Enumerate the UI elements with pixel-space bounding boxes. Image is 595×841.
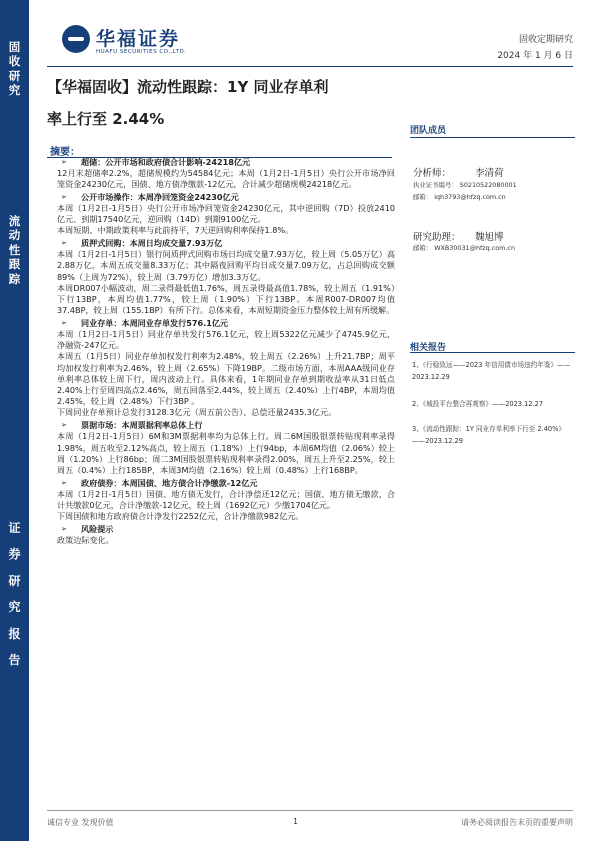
related-report-item[interactable]: 3、《流动性跟踪：1Y 同业存单利率下行至 2.40%》——2023.12.29 — [412, 425, 565, 445]
abstract-label: 摘要： — [50, 147, 80, 158]
related-divider — [410, 352, 575, 353]
arrow-bullet-icon: ➢ — [61, 192, 67, 201]
band-char: 踪 — [8, 271, 21, 286]
band-char: 证 — [8, 521, 21, 535]
analyst-row — [413, 165, 504, 179]
report-date: 2024 年 1 月 6 日 — [497, 51, 573, 61]
section-title-text: 票据市场：本周票据利率总体上行 — [81, 420, 203, 431]
section-title — [57, 420, 395, 431]
section-title-text: 超储：公开市场和政府债合计影响-24218亿元 — [81, 156, 251, 167]
section-title-text: 政府债券：本周国债、地方债合计净缴款-12亿元 — [81, 477, 258, 488]
report-type: 固收定期研究 — [518, 35, 573, 45]
section-title — [57, 192, 395, 203]
report-title-line-2: 率上行至 2.44% — [47, 110, 165, 128]
section-title — [57, 478, 395, 489]
analyst-name: 李清荷 — [475, 168, 504, 179]
section-title-text: 风险提示 — [81, 524, 114, 534]
section-title-text: 公开市场操作：本周净回笼资金24230亿元 — [81, 191, 239, 202]
band-label-bottom — [0, 515, 29, 673]
section-title-text: 同业存单：本周同业存单发行576.1亿元 — [81, 317, 229, 328]
logo-name-cn: 华福证券 — [96, 28, 181, 50]
assistant-row — [413, 229, 504, 243]
company-logo — [62, 22, 222, 58]
band-char: 究 — [8, 83, 21, 98]
header-divider — [47, 66, 573, 67]
report-title-line-1: 【华福固收】流动性跟踪：1Y 同业存单利 — [47, 78, 329, 96]
section-title — [57, 524, 395, 535]
section-title — [57, 238, 395, 249]
section-paragraph: 本周（1月2日-1月5日）央行公开市场净回笼资金24230亿元，其中逆回购（7D）投放2410亿元、到期17540亿元，逆回购（14D）到期9100亿元。 — [57, 202, 395, 225]
section-paragraph: 下周国债和地方政府债合计净发行2252亿元，合计净缴款982亿元。 — [57, 511, 304, 522]
band-char: 性 — [8, 242, 21, 257]
logo-mark-icon — [62, 25, 90, 53]
assistant-email: 邮箱： WXB30031@hfzq.com.cn — [413, 244, 515, 252]
section-paragraph: 本周五（1月5日）同业存单加权发行利率为2.48%，较上周五（2.26%）上升21.7BP；周平均加权发行利率为2.46%，较上周（2.65%）下降19BP。二级市场方面，本周AAA级同业存单利率总体较上周下行，周内波动上行。具体来看，1年期同业存单到期收益率从31日低点2.40%上行至周四高点2.46%，周五回落至2.44%，较上周五（2.40%）上行4BP，本周均值2.45%，较上周（2.48%）下行3BP 。 — [57, 351, 395, 407]
band-char: 告 — [8, 652, 21, 667]
footer-disclaimer: 请务必阅读报告末页的重要声明 — [461, 818, 573, 827]
arrow-bullet-icon: ➢ — [61, 421, 67, 430]
section-title — [57, 157, 395, 168]
related-report-item[interactable]: 1、《行稳致远——2023 年信用债市场违约年鉴》——2023.12.29 — [412, 361, 571, 381]
analyst-email: 邮箱： lqh3793@hfzq.com.cn — [413, 193, 506, 201]
abstract-body — [57, 155, 395, 546]
section-paragraph: 本周（1月2日-1月5日）国债、地方债无发行，合计净偿还12亿元；国债、地方债无缴款，合计共缴款0亿元，合计净缴款-12亿元，较上周（1692亿元）少缴1704亿元。 — [57, 488, 395, 511]
section-paragraph: 本周（1月2日-1月5日）银行间质押式回购市场日均成交量7.93万亿，较上周（5.05万亿）高2.88万亿，本周五成交量8.33万亿；其中隔夜回购平均日成交量7.09万亿，占总回购成交额89%（上周为72%），较上周（3.79万亿）增加3.3万亿。 — [57, 249, 395, 282]
analyst-label: 分析师： — [413, 168, 452, 179]
team-title: 团队成员 — [410, 126, 447, 136]
related-report-item[interactable]: 2、《城投平台整合再观察》——2023.12.27 — [412, 400, 543, 408]
section-paragraph: 本周短期、中期政策利率与此前持平，7天逆回购利率保持1.8%。 — [57, 225, 294, 236]
arrow-bullet-icon: ➢ — [61, 318, 67, 327]
team-divider — [410, 137, 575, 138]
left-color-band — [0, 0, 29, 841]
analyst-cert: 执业证书编号： S0210522080001 — [413, 181, 517, 189]
arrow-bullet-icon: ➢ — [61, 238, 67, 247]
band-char: 研 — [8, 68, 21, 83]
band-label-mid — [0, 214, 29, 286]
footer-slogan: 诚信专业 发现价值 — [47, 818, 114, 827]
band-char: 券 — [8, 547, 21, 562]
band-char: 流 — [8, 214, 21, 228]
band-char: 固 — [8, 40, 21, 54]
footer-divider — [47, 810, 573, 811]
page-number: 1 — [293, 817, 299, 826]
related-reports-title: 相关报告 — [410, 343, 447, 353]
arrow-bullet-icon: ➢ — [61, 157, 67, 166]
assistant-label: 研究助理： — [413, 232, 461, 243]
section-paragraph: 12月末超储率2.2%，超储规模约为54584亿元；本周（1月2日-1月5日）央行公开市场净回笼资金24230亿元，国债、地方债净缴款-12亿元，合计减少超储规模24218亿元。 — [57, 167, 395, 189]
band-char: 报 — [8, 626, 21, 641]
band-char: 收 — [8, 54, 21, 69]
section-title — [57, 318, 395, 329]
section-paragraph: 本周（1月2日-1月5日）同业存单共发行576.1亿元，较上周5322亿元减少了4745.9亿元，净融资-247亿元。 — [57, 329, 395, 351]
section-paragraph: 下周同业存单预计总发行3128.3亿元（周五前公告）、总偿还量2435.3亿元。 — [57, 407, 337, 418]
section-paragraph: 本周DR007小幅波动，周二录得最低值1.76%，周五录得最高值1.78%，较上周五（1.91%）下行13BP，本周均值1.77%，较上周（1.90%）下行13BP。本周R007-DR007均值37.4BP，较上周（155.1BP）有所下行。总体来看，本周短期资金压力整体较上周有所缓解。 — [57, 282, 395, 316]
arrow-bullet-icon: ➢ — [61, 478, 67, 487]
band-label-top — [0, 40, 29, 98]
arrow-bullet-icon: ➢ — [61, 525, 67, 533]
section-paragraph: 政策边际变化。 — [57, 535, 114, 546]
band-char: 动 — [8, 228, 21, 243]
band-char: 跟 — [8, 257, 21, 272]
band-char: 究 — [8, 600, 21, 615]
section-title-text: 质押式回购：本周日均成交量7.93万亿 — [81, 237, 223, 248]
logo-name-en: HUAFU SECURITIES CO.,LTD. — [96, 49, 187, 55]
band-char: 研 — [8, 573, 21, 588]
assistant-name: 魏旭博 — [475, 232, 504, 243]
section-paragraph: 本周（1月2日-1月5日）6M和3M票据利率均为总体上行。周二6M国股银票转贴现利率录得1.98%，周五收至2.12%高点，较上周五（1.18%）上行94bp，本周6M均值（2.06%）较上周（1.20%）上行86bp；周二3M国股银票转贴现利率录得2.00%，周五上升至2.25%，较上周五（0.4%）上行185BP，本周3M均值（2.16%）较上周（0.48%）上行168BP。 — [57, 431, 395, 475]
